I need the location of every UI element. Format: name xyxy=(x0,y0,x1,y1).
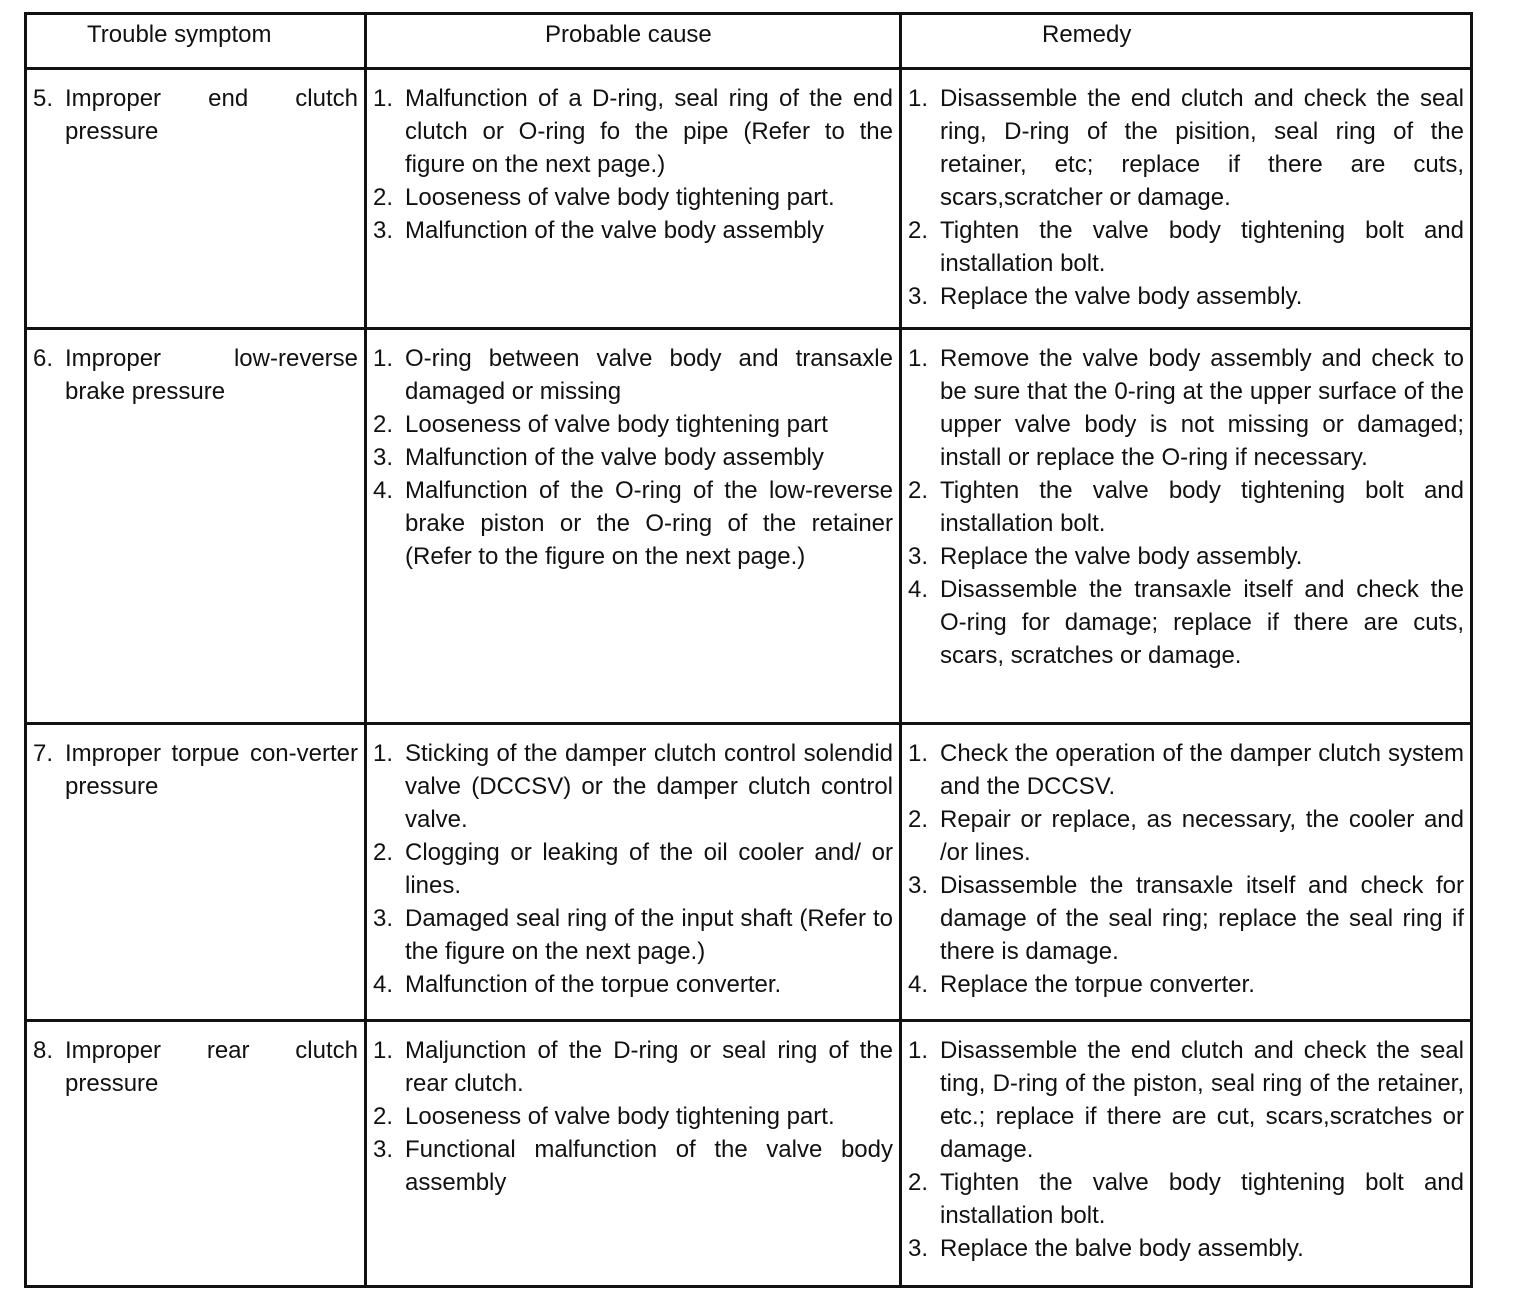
item-text: Malfunction of the torpue converter. xyxy=(405,971,782,998)
symptom-cell xyxy=(26,1021,366,1287)
remedy-item xyxy=(908,82,1464,214)
item-number: 4. xyxy=(373,477,394,504)
item-number: 4. xyxy=(908,971,929,998)
table-row xyxy=(26,1021,1472,1287)
cause-item xyxy=(373,408,893,441)
item-text: Malfunction of the O-ring of the low-reverse brake piston or the O-ring of the retainer (Refer to the figure on the next page.) xyxy=(405,477,893,570)
cause-item xyxy=(373,968,893,1001)
item-number: 3. xyxy=(908,283,929,310)
item-number: 1. xyxy=(373,345,394,372)
cause-cell xyxy=(366,329,901,724)
symptom-number: 5. xyxy=(33,85,54,112)
item-text: Disassemble the end clutch and check the seal ting, D-ring of the piston, seal ring of the retainer, etc.; replace if there are cut, scars,scratches or damage. xyxy=(940,1037,1464,1163)
cause-item xyxy=(373,902,893,968)
item-number: 1. xyxy=(908,345,929,372)
item-number: 3. xyxy=(908,1235,929,1262)
cause-item xyxy=(373,474,893,573)
item-number: 3. xyxy=(908,543,929,570)
item-number: 1. xyxy=(908,740,929,767)
cause-item xyxy=(373,181,893,214)
item-number: 2. xyxy=(373,1103,394,1130)
symptom-text: Improper low-reverse brake pressure xyxy=(65,345,358,405)
item-text: Looseness of valve body tightening part. xyxy=(405,1103,835,1130)
item-number: 2. xyxy=(908,477,929,504)
item-number: 3. xyxy=(373,444,394,471)
cause-item xyxy=(373,1100,893,1133)
cause-item xyxy=(373,1034,893,1100)
remedy-item xyxy=(908,540,1464,573)
symptom-cell xyxy=(26,724,366,1021)
remedy-item xyxy=(908,803,1464,869)
item-text: Disassemble the end clutch and check the seal ring, D-ring of the pisition, seal ring of the retainer, etc; replace if there are cuts, scars,scratcher or damage. xyxy=(940,85,1464,211)
remedy-item xyxy=(908,968,1464,1001)
item-text: Looseness of valve body tightening part. xyxy=(405,184,835,211)
item-text: Replace the balve body assembly. xyxy=(940,1235,1304,1262)
item-number: 1. xyxy=(908,85,929,112)
item-text: Tighten the valve body tightening bolt and installation bolt. xyxy=(940,217,1464,277)
item-number: 3. xyxy=(373,217,394,244)
header-trouble-symptom: Trouble symptom xyxy=(26,14,366,69)
item-text: Clogging or leaking of the oil cooler and/ or lines. xyxy=(405,839,893,899)
item-number: 1. xyxy=(373,1037,394,1064)
item-text: Maljunction of the D-ring or seal ring of the rear clutch. xyxy=(405,1037,893,1097)
item-text: Tighten the valve body tightening bolt and installation bolt. xyxy=(940,1169,1464,1229)
item-text: Looseness of valve body tightening part xyxy=(405,411,828,438)
troubleshooting-sheet xyxy=(24,12,1470,1288)
item-text: Check the operation of the damper clutch system and the DCCSV. xyxy=(940,740,1464,800)
item-text: O-ring between valve body and transaxle damaged or missing xyxy=(405,345,893,405)
symptom-text: Improper torpue con-verter pressure xyxy=(65,740,358,800)
item-number: 4. xyxy=(373,971,394,998)
remedy-item xyxy=(908,214,1464,280)
item-text: Replace the valve body assembly. xyxy=(940,543,1303,570)
cause-item xyxy=(373,342,893,408)
symptom-number: 8. xyxy=(33,1037,54,1064)
item-number: 2. xyxy=(908,1169,929,1196)
remedy-item xyxy=(908,869,1464,968)
remedy-item xyxy=(908,573,1464,672)
cause-item xyxy=(373,82,893,181)
header-remedy: Remedy xyxy=(901,14,1472,69)
symptom-number: 7. xyxy=(33,740,54,767)
remedy-cell xyxy=(901,1021,1472,1287)
cause-item xyxy=(373,836,893,902)
cause-cell xyxy=(366,1021,901,1287)
remedy-item xyxy=(908,737,1464,803)
item-text: Disassemble the transaxle itself and check the O-ring for damage; replace if there are cuts, scars, scratches or damage. xyxy=(940,576,1464,669)
remedy-item xyxy=(908,1034,1464,1166)
cause-item xyxy=(373,441,893,474)
item-text: Sticking of the damper clutch control solendid valve (DCCSV) or the damper clutch control valve. xyxy=(405,740,893,833)
item-text: Tighten the valve body tightening bolt and installation bolt. xyxy=(940,477,1464,537)
table-row xyxy=(26,69,1472,329)
item-text: Damaged seal ring of the input shaft (Refer to the figure on the next page.) xyxy=(405,905,893,965)
symptom-text: Improper end clutch pressure xyxy=(65,85,358,145)
item-number: 1. xyxy=(373,740,394,767)
item-number: 3. xyxy=(373,905,394,932)
item-number: 1. xyxy=(373,85,394,112)
remedy-item xyxy=(908,1232,1464,1265)
item-text: Replace the valve body assembly. xyxy=(940,283,1303,310)
item-number: 2. xyxy=(908,217,929,244)
item-number: 2. xyxy=(373,184,394,211)
item-text: Malfunction of a D-ring, seal ring of the end clutch or O-ring fo the pipe (Refer to the figure on the next page.) xyxy=(405,85,893,178)
item-text: Replace the torpue converter. xyxy=(940,971,1255,998)
symptom-text: Improper rear clutch pressure xyxy=(65,1037,358,1097)
item-text: Malfunction of the valve body assembly xyxy=(405,217,824,244)
item-text: Repair or replace, as necessary, the cooler and /or lines. xyxy=(940,806,1464,866)
symptom-cell xyxy=(26,329,366,724)
cause-item xyxy=(373,1133,893,1199)
item-number: 2. xyxy=(908,806,929,833)
item-text: Malfunction of the valve body assembly xyxy=(405,444,824,471)
item-number: 4. xyxy=(908,576,929,603)
symptom-cell xyxy=(26,69,366,329)
cause-cell xyxy=(366,724,901,1021)
remedy-cell xyxy=(901,724,1472,1021)
remedy-item xyxy=(908,342,1464,474)
table-row xyxy=(26,724,1472,1021)
cause-item xyxy=(373,214,893,247)
item-text: Remove the valve body assembly and check to be sure that the 0-ring at the upper surface of the upper valve body is not missing or damaged; install or replace the O-ring if necessary. xyxy=(940,345,1464,471)
table-row xyxy=(26,329,1472,724)
item-text: Functional malfunction of the valve body assembly xyxy=(405,1136,893,1196)
remedy-item xyxy=(908,280,1464,313)
item-text: Disassemble the transaxle itself and check for damage of the seal ring; replace the seal ring if there is damage. xyxy=(940,872,1464,965)
cause-cell xyxy=(366,69,901,329)
item-number: 3. xyxy=(373,1136,394,1163)
remedy-cell xyxy=(901,329,1472,724)
item-number: 2. xyxy=(373,411,394,438)
remedy-item xyxy=(908,474,1464,540)
item-number: 3. xyxy=(908,872,929,899)
cause-item xyxy=(373,737,893,836)
header-row xyxy=(26,14,1472,69)
item-number: 1. xyxy=(908,1037,929,1064)
item-number: 2. xyxy=(373,839,394,866)
remedy-item xyxy=(908,1166,1464,1232)
troubleshooting-table xyxy=(24,12,1473,1288)
header-probable-cause: Probable cause xyxy=(366,14,901,69)
remedy-cell xyxy=(901,69,1472,329)
symptom-number: 6. xyxy=(33,345,54,372)
